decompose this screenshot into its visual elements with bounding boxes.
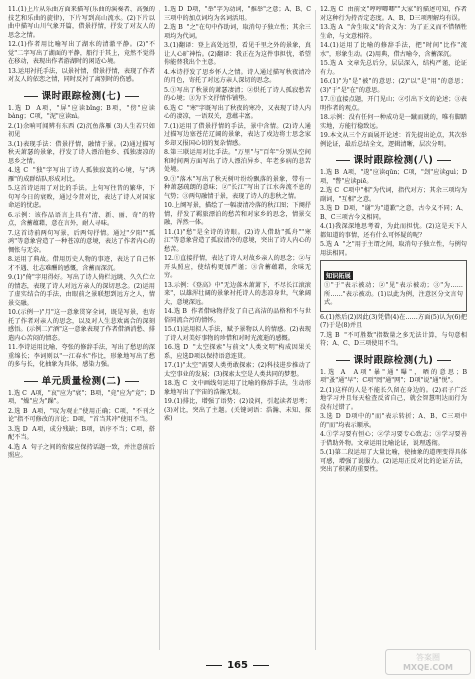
answer-item: 4.(1)我深深地思考着，为此而担忧。(2)这是天下人都知道的事情，还有什么可怀疑的呢？ (320, 223, 467, 239)
page-number: 165 (0, 660, 475, 671)
answer-item: 13.选 A "舍生取义"的含义为：为了正义而不惜牺牲生命，与文意相符。 (320, 24, 467, 40)
answer-item: 15.选 A 文章先总后分，层层深入，结构严谨，论证有力。 (320, 60, 467, 76)
answer-item: 7.(1)运用了借景抒情的手法，景中含情。(2)诗人通过描写边塞苍茫辽阔的景象，表达了戍边将士思念家乡却又报国心切的复杂情感。 (164, 122, 311, 147)
answer-item: 8.第三联运用对比手法。"万里"与"百年"分别从空间和时间两方面写出了诗人漂泊异乡、年老多病的悲苦处境。 (164, 149, 311, 173)
answer-item: 5.(1)第二段运用了大量比喻，使抽象的道理变得具体可感，增强了说服力。(2)运用正反对比的论证方法，突出了积累的重要性。 (320, 449, 467, 473)
answer-item: 2.(1)余响可闻辨有东西 (2)沉鱼落雁 (3)人生若只如初见 (8, 122, 155, 138)
answer-item: 5.①写出了秋景的萧瑟凄清；②烘托了诗人孤寂愁苦的心境；③为下文抒情作铺垫。 (164, 86, 311, 102)
answer-item: 10.(示例一)"月"这一意象贯穿全词，既是写景，也寄托了作者对亲人的思念，以及对人生悲欢离合的深刻感悟。(示例二)"酒"这一意象表现了作者借酒消愁、排遣内心苦闷的情态。 (8, 309, 155, 342)
answer-item: 3.(1)表现手法：借景抒情，融情于景。(2)通过描写秋天萧瑟的景象，抒发了诗人漂泊他乡、孤独凄凉的思乡之情。 (8, 140, 155, 165)
page (8, 6, 467, 656)
answer-item: 7.这首诗前两句写景，后两句抒情。通过"夕阳""孤鸿"等意象营造了一种苍凉的意境，表达了作者内心的惆怅与无奈。 (8, 229, 155, 254)
answer-item: 11.(1)"愁"是全诗的诗眼。(2)诗人借助"孤舟""寒江"等意象营造了孤寂清冷的意境，突出了诗人内心的愁苦。 (164, 228, 311, 253)
watermark-sub: 答案圈 (416, 653, 440, 662)
section-title: 单元质量检测(二) (8, 373, 155, 387)
answer-item: 8.运用了典故。借用历史人物的事迹，表达了自己怀才不遇、壮志难酬的感慨，含蓄而深沉。 (8, 256, 155, 272)
answer-item: 4.选 C "独"字写出了诗人孤独寂寞的心境，与"鸿雁"的成群结队形成对比。 (8, 167, 155, 183)
column-divider (315, 10, 316, 650)
answer-item: 5.这首诗运用了对比的手法。上句写往昔的繁华，下句写今日的衰败，通过今昔对比，表达了诗人对国家命运的忧虑。 (8, 185, 155, 209)
answer-item: 2.选 B A项，"叹为观止"使用正确；C项，"不刊之论"指不可修改的言论；D项，"首当其冲"使用不当。 (8, 407, 155, 423)
tip-text: ①"于"表示被动；②"见"表示被动；③"为……所……"表示被动。(1)以此为例，注意区分文言句式。 (324, 282, 463, 306)
section-title: 课时跟踪检测(九) (320, 352, 467, 366)
watermark-label: MXQE.COM (402, 663, 454, 672)
answer-item: 4.①学习要有恒心；②学习要专心致志；③学习要善于借助外物。文章运用比喻论证，说理透彻。 (320, 431, 467, 447)
answer-item: 2.(1)这样的人是不能长久留在身边的。(2)君子广泛地学习并且每天检查反省自己，就会智慧明达而行为没有过错了。 (320, 386, 467, 411)
answer-item: 12.①直接抒情，表达了诗人对故乡亲人的思念；②与开头照应，使结构更加严谨；③含蓄蕴藉，余味无穷。 (164, 255, 311, 279)
section-title: 课时跟踪检测(八) (320, 152, 467, 166)
tip-tag: 知识拓展 (326, 273, 351, 280)
answer-item: 14.选 B 作者借咏物抒发了自己高洁的品格和不与世俗同流合污的情怀。 (164, 308, 311, 324)
answer-item: 6.(1)然后(2)因此(3)凭借(4)在……方面(5)认为(6)把(7)于是(8)并且 (320, 313, 467, 329)
answer-item: 18.示例：没有任何一种成功是一蹴而就的，唯有脚踏实地，方能行稳致远。 (320, 114, 467, 130)
answer-item: 9.①"落木"写出了秋天树叶纷纷飘落的景象，带有一种萧瑟疏朗的意味；②"长江"写出了江水奔流不息的气势；③两句融情于景，表现了诗人的悲秋之情。 (164, 175, 311, 200)
answer-item: 19.(1)排比，增强了语势；(2)设问，引起读者思考；(3)对比，突出了主题。(关键词语：浩瀚、未知、探索) (164, 398, 311, 422)
column-right (320, 6, 467, 656)
column-left (8, 6, 155, 656)
answer-item: 3.(1)翻译：登上高处远望，看见千里之外的景象，真让人心旷神怡。(2)翻译：我正在为这件事担忧，希望你能替我出个主意。 (164, 42, 311, 66)
answer-item: 16.(1)"为"是"被"的意思；(2)"以"是"用"的意思；(3)"于"是"在"的意思。 (320, 78, 467, 94)
answer-item: 1.选 A A项"暴"通"曝"，晒的意思；B项"蚤"通"早"；C项"罔"通"网"；D项"说"通"悦"。 (320, 368, 467, 384)
section-title: 课时跟踪检测(七) (8, 88, 155, 102)
answer-item: 4.选 A 句子之间的衔接应保持话题一致，并注意前后照应。 (8, 443, 155, 459)
answer-item: 18.选 C 文中画线句运用了比喻的修辞手法，生动形象地写出了宇宙的浩瀚无垠。 (164, 380, 311, 396)
answer-item: 3.选 D D项中的"而"表示转折；A、B、C三项中的"而"均表示顺承。 (320, 413, 467, 429)
answer-item: 12.选 C 由前文"哼哼唧唧""大家"的描述可知，作者对这种行为持否定态度。A、B、D三项理解均有误。 (320, 6, 467, 22)
column-middle (164, 6, 311, 656)
answer-item: 11.李诗运用比喻、夸张的修辞手法，写出了愁思的深重绵长；李词则以"一江春水"作比，形象地写出了愁的多与长，化抽象为具体，感染力强。 (8, 344, 155, 368)
answer-item: 14.(1)运用了比喻的修辞手法，把"时间"比作"流水"，形象生动。(2)用典，借古喻今，含蓄深沉。 (320, 42, 467, 58)
answer-item: 1.选 D A项，"屏"应读bǐng；B项，"傍"应读bàng；C项，"泥"应读nì。 (8, 104, 155, 120)
answer-item: 2.选 C C项中"相"为代词，指代对方；其余三项均为副词，"互相"之意。 (320, 187, 467, 203)
answer-item: 6.选 C "寒"字既写出了秋夜的寒冷，又表现了诗人内心的凄凉，一语双关，意蕴丰富。 (164, 104, 311, 120)
answer-item: 13.运用衬托手法，以景衬情，借景抒情，表现了作者对友人的依恋之情，同时反衬了离别时的伤感。 (8, 67, 155, 83)
answer-item: 11.(1)上片从乐曲方面来描写(乐曲的演奏者、高强的技艺和乐曲的旋律)，下片写到高山流水。(2)下片以曲中描写山川气象开篇，借景抒情，抒发了对友人的思念之情。 (8, 6, 155, 39)
answer-item: 7.选 B "不可胜数"指数量之多无法计算，与句意相符；A、C、D三项使用不当。 (320, 331, 467, 347)
answer-item: 10.上阕写景，描绘了一幅凄清冷落的秋江图；下阕抒情，抒发了羁旅漂泊的愁苦和对家乡的思念，情景交融，浑然一体。 (164, 202, 311, 226)
tip-box (320, 260, 467, 312)
answer-item: 3.选 D D项，"谢"为"道歉"之意，古今义不同；A、B、C三项古今义相同。 (320, 205, 467, 221)
answer-item: 1.选 B A项，"逡"应读qūn；C项，"刽"应读guì；D项，"瞥"应读piē。 (320, 169, 467, 185)
answer-item: 16.选 D "太空探索"与前文"人类文明"构成因果关系，应选D项以保持语意连贯。 (164, 344, 311, 360)
answer-item: 1.选 D D项，"举"字为动词，"推举"之意；A、B、C三项中的加点词均为名词活用。 (164, 6, 311, 22)
answer-item: 4.本诗抒发了思乡怀人之情。诗人通过描写秋夜清冷的月色，寄托了对远方亲人深切的思念。 (164, 68, 311, 84)
answer-item: 2.选 B "之"在句中作助词，取消句子独立性；其余三项均为代词。 (164, 24, 311, 40)
answer-item: 1.选 C A项，"哀"应为"衰"；B项，"竟"应为"竞"；D项，"燥"应为"躁"。 (8, 389, 155, 405)
answer-item: 19.本文从三个方面展开论述：首先提出论点，其次举例论证，最后总结全文，逻辑清晰，层次分明。 (320, 132, 467, 148)
answer-item: 12.(1)作者用比喻写出了湖水的清澈平静。(2)"不觉"二字写出了湖面的平静，船行于其上，竟然不觉得在移动，表现出作者游湖时的闲适心境。 (8, 41, 155, 65)
answer-item: 15.(1)运用拟人手法，赋予景物以人的情感。(2)表现了诗人对美好事物的珍惜和对时光流逝的感慨。 (164, 326, 311, 342)
column-divider (159, 10, 160, 650)
watermark-logo-icon (385, 649, 471, 675)
answer-item: 5.选 A "之"用于主谓之间，取消句子独立性，与例句用法相同。 (320, 241, 467, 257)
answer-item: 9.(1)"倚"字用得好。写出了诗人倚栏远眺、久久伫立的情态，表现了诗人对远方亲人的深切思念。(2)运用了虚实结合的手法，由眼前之景联想到远方之人，情景交融。 (8, 274, 155, 307)
answer-item: 3.选 D A项，成分残缺；B项，语序不当；C项，搭配不当。 (8, 425, 155, 441)
answer-item: 17.①直接点题，开门见山；②引出下文的论述；③表明作者的观点。 (320, 96, 467, 112)
answer-item: 6.示例：该作品语言上具有"清、新、丽、奇"的特点，含蓄蕴藉，意在言外，耐人寻味。 (8, 211, 155, 227)
answer-item: 13.示例：《登高》中"无边落木萧萧下，不尽长江滚滚来"，以雄浑壮阔的景象衬托诗人的悲凉身世，气象阔大，意境深远。 (164, 281, 311, 306)
answer-item: 17.(1)"太空"需要人类勇敢探索；(2)科技进步推动了太空事业的发展；(3)探索太空是人类共同的梦想。 (164, 362, 311, 378)
